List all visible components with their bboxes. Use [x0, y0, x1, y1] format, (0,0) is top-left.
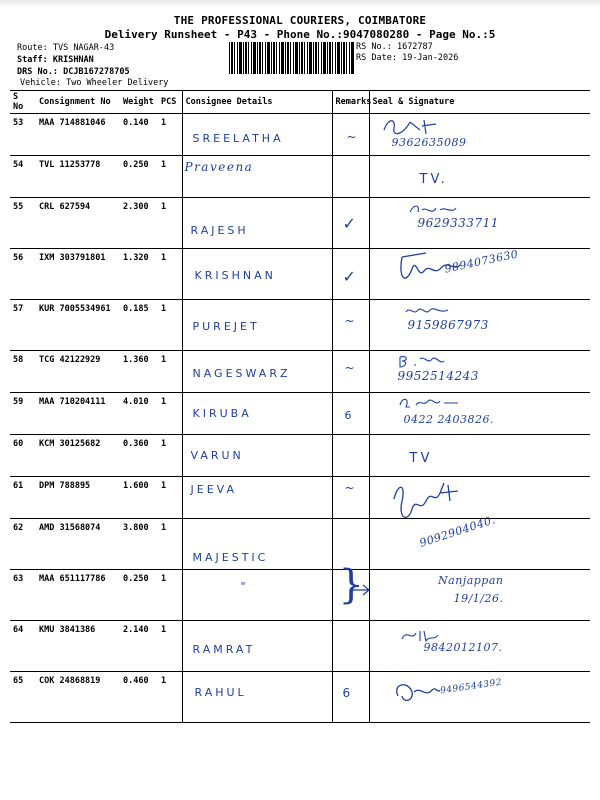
consignee-cell: [182, 156, 332, 198]
consignment-cell: MAA 710204111: [36, 393, 120, 435]
table-row: [10, 621, 590, 672]
table-row: [10, 672, 590, 723]
signature-text: 0422 2403826.: [403, 413, 494, 426]
consignee-cell: [182, 249, 332, 300]
col-header-consignment: Consignment No: [36, 91, 120, 114]
consignment-cell: MAA 651117786: [36, 570, 120, 621]
weight-cell: 1.320: [120, 249, 158, 300]
signature-text: 9092904040.: [417, 513, 497, 550]
consignment-cell: TCG 42122929: [36, 351, 120, 393]
consignee-handwriting: RAJESH: [190, 224, 249, 237]
signature-text: 9159867973: [407, 318, 489, 332]
remarks-cell: [332, 393, 369, 435]
rs-date-value: 19-Jan-2026: [402, 53, 459, 63]
sno-cell: 58: [10, 351, 36, 393]
pcs-cell: 1: [158, 249, 182, 300]
consignee-handwriting: MAJESTIC: [192, 551, 269, 564]
staff-value: KRISHNAN: [52, 55, 94, 65]
consignee-handwriting: JEEVA: [190, 483, 237, 496]
table-row: [10, 114, 590, 156]
consignee-cell: [182, 477, 332, 519]
consignee-cell: [182, 198, 332, 249]
rs-no-label: RS No.:: [356, 42, 392, 52]
col-header-sno: S No: [10, 91, 36, 114]
weight-cell: 0.250: [120, 156, 158, 198]
signature-scribble: [392, 678, 442, 708]
signature-text: 9952514243: [397, 369, 479, 383]
company-title: THE PROFESSIONAL COURIERS, COIMBATORE: [173, 14, 427, 27]
remarks-cell: [332, 156, 369, 198]
arrow-icon: [351, 584, 371, 596]
table-row: [10, 198, 590, 249]
drs-label: DRS No.:: [17, 67, 58, 77]
table-row: [10, 519, 590, 570]
signature-cell: [369, 300, 590, 351]
remarks-cell: [332, 114, 369, 156]
consignee-handwriting: SREELATHA: [192, 132, 284, 145]
sno-cell: 61: [10, 477, 36, 519]
rs-date-label: RS Date:: [356, 53, 397, 63]
consignment-cell: KMU 3841386: [36, 621, 120, 672]
consignee-handwriting: VARUN: [190, 449, 244, 462]
consignee-cell: [182, 672, 332, 723]
sno-cell: 53: [10, 114, 36, 156]
rs-date-line: [356, 53, 458, 64]
route-label: Route:: [17, 43, 48, 53]
sno-cell: 65: [10, 672, 36, 723]
signature-scribble: [398, 395, 468, 411]
signature-cell: [369, 249, 590, 300]
consignment-cell: KUR 7005534961: [36, 300, 120, 351]
consignment-cell: KCM 30125682: [36, 435, 120, 477]
pcs-cell: 1: [158, 198, 182, 249]
remark-mark: ~: [344, 481, 355, 495]
signature-cell: [369, 156, 590, 198]
consignment-cell: AMD 31568074: [36, 519, 120, 570]
signature-text: 9629333711: [417, 216, 499, 230]
weight-cell: 4.010: [120, 393, 158, 435]
table-row: [10, 477, 590, 519]
pcs-cell: 1: [158, 114, 182, 156]
consignment-cell: MAA 714881046: [36, 114, 120, 156]
signature-cell: [369, 393, 590, 435]
signature-scribble: [398, 353, 448, 369]
remarks-cell: [332, 300, 369, 351]
col-header-signature: Seal & Signature: [369, 91, 590, 114]
sno-cell: 60: [10, 435, 36, 477]
sno-cell: 59: [10, 393, 36, 435]
consignee-handwriting: KRISHNAN: [194, 269, 276, 282]
signature-cell: [369, 477, 590, 519]
sno-cell: 62: [10, 519, 36, 570]
weight-cell: 0.140: [120, 114, 158, 156]
signature-cell: [369, 621, 590, 672]
route-line: [17, 43, 114, 53]
weight-cell: 2.140: [120, 621, 158, 672]
rs-no-value: 1672787: [396, 42, 433, 52]
consignee-cell: [182, 435, 332, 477]
remarks-cell: [332, 249, 369, 300]
weight-cell: 2.300: [120, 198, 158, 249]
signature-scribble: [380, 116, 440, 138]
sno-cell: 57: [10, 300, 36, 351]
table-row: [10, 300, 590, 351]
pcs-cell: 1: [158, 156, 182, 198]
consignee-handwriting: Praveena: [184, 160, 254, 174]
weight-cell: 1.600: [120, 477, 158, 519]
pcs-cell: 1: [158, 477, 182, 519]
consignee-handwriting: NAGESWARZ: [192, 367, 291, 380]
sno-cell: 55: [10, 198, 36, 249]
remarks-cell: [332, 562, 369, 621]
pcs-cell: 1: [158, 300, 182, 351]
signature-cell: [369, 435, 590, 477]
remark-mark: ✓: [342, 214, 356, 233]
table-row: [10, 156, 590, 198]
consignee-cell: [182, 621, 332, 672]
col-header-consignee: Consignee Details: [182, 91, 332, 114]
remark-mark: ✓: [342, 267, 356, 286]
signature-cell: [369, 198, 590, 249]
remark-mark: ~: [344, 314, 355, 328]
sno-cell: 54: [10, 156, 36, 198]
consignee-cell: [182, 393, 332, 435]
pcs-cell: 1: [158, 351, 182, 393]
signature-text: 9894073630: [442, 247, 520, 276]
signature-cell: [369, 513, 590, 570]
table-row: [10, 435, 590, 477]
sno-cell: 64: [10, 621, 36, 672]
signature-text: 9842012107.: [423, 641, 503, 654]
remarks-cell: [332, 435, 369, 477]
signature-text: Nanjappan 19/1/26.: [438, 574, 504, 605]
pcs-cell: 1: [158, 519, 182, 570]
sno-cell: 63: [10, 570, 36, 621]
runsheet-subtitle: Delivery Runsheet - P43 - Phone No.:9047080280 - Page No.:5: [104, 28, 496, 41]
runsheet-table: [10, 90, 590, 723]
remarks-cell: [332, 198, 369, 249]
remarks-cell: [332, 477, 369, 519]
weight-cell: 1.360: [120, 351, 158, 393]
remarks-cell: [332, 621, 369, 672]
staff-label: Staff:: [17, 55, 48, 65]
vehicle-value: Two Wheeler Delivery: [66, 78, 169, 88]
consignee-handwriting: RAMRAT: [192, 643, 256, 656]
remark-mark: 6: [342, 686, 351, 700]
signature-scribble: [404, 304, 454, 318]
pcs-cell: 1: [158, 672, 182, 723]
consignee-handwriting: RAHUL: [194, 686, 247, 699]
table-row: [10, 249, 590, 300]
remarks-cell: [332, 351, 369, 393]
pcs-cell: 1: [158, 393, 182, 435]
consignee-cell: [182, 351, 332, 393]
sno-cell: 56: [10, 249, 36, 300]
pcs-cell: 1: [158, 570, 182, 621]
scan-shadow: [0, 0, 600, 8]
pcs-cell: 1: [158, 435, 182, 477]
signature-cell: [369, 114, 590, 156]
consignment-cell: CRL 627594: [36, 198, 120, 249]
signature-text: TV: [409, 451, 433, 466]
consignee-handwriting: PUREJET: [192, 320, 260, 333]
signature-cell: [369, 351, 590, 393]
weight-cell: 0.360: [120, 435, 158, 477]
pcs-cell: 1: [158, 621, 182, 672]
signature-text: 9496544392: [439, 677, 503, 697]
remark-mark: }: [338, 562, 364, 608]
remark-mark: ~: [344, 361, 355, 375]
col-header-remarks: Remarks: [332, 91, 369, 114]
weight-cell: 3.800: [120, 519, 158, 570]
remarks-cell: [332, 672, 369, 723]
remark-mark: ~: [346, 130, 357, 144]
weight-cell: 0.460: [120, 672, 158, 723]
weight-cell: 0.185: [120, 300, 158, 351]
consignment-cell: COK 24868819: [36, 672, 120, 723]
table-header-row: [10, 91, 590, 114]
staff-line: [17, 55, 94, 65]
signature-text: 9362635089: [391, 136, 467, 149]
vehicle-line: [20, 78, 168, 88]
consignee-handwriting: ": [240, 580, 249, 593]
col-header-pcs: PCS: [158, 91, 182, 114]
route-value: TVS NAGAR-43: [52, 43, 115, 53]
table-row: [10, 393, 590, 435]
rs-no-line: [356, 42, 458, 53]
consignee-handwriting: KIRUBA: [192, 407, 252, 420]
barcode: [229, 42, 355, 74]
table-row: [10, 570, 590, 621]
consignee-cell: [182, 114, 332, 156]
table-row: [10, 351, 590, 393]
signature-cell: [369, 570, 590, 621]
consignee-cell: [182, 519, 332, 570]
weight-cell: 0.250: [120, 570, 158, 621]
drs-value: DCJB167278705: [63, 67, 130, 77]
consignee-cell: [182, 300, 332, 351]
drs-line: [17, 67, 130, 77]
consignment-cell: DPM 788895: [36, 477, 120, 519]
remark-mark: 6: [344, 409, 352, 422]
col-header-weight: Weight: [120, 91, 158, 114]
signature-text: TV.: [419, 172, 448, 187]
rs-info: [356, 42, 458, 64]
vehicle-label: Vehicle:: [20, 78, 61, 88]
consignee-cell: [182, 570, 332, 621]
consignment-cell: TVL 11253778: [36, 156, 120, 198]
consignment-cell: IXM 303791801: [36, 249, 120, 300]
signature-cell: [369, 672, 590, 723]
